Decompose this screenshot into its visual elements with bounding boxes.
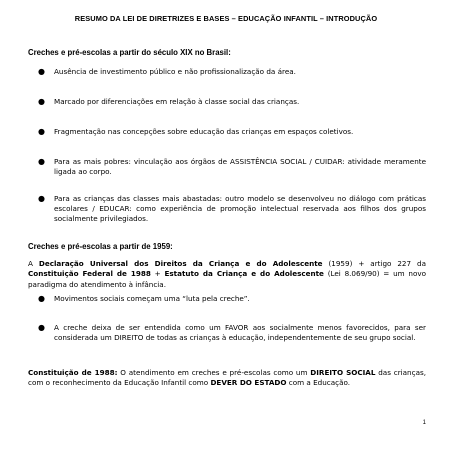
para-bold: Estatuto da Criança e do Adolescente xyxy=(164,269,324,279)
bullet-icon: ● xyxy=(38,157,45,166)
list-item-text: Marcado por diferenciações em relação à classe social das crianças. xyxy=(54,97,300,106)
bullet-icon: ● xyxy=(38,97,45,106)
list-item xyxy=(38,67,426,77)
para-text: (Lei 8.069/90) = um novo paradigma do atendimento à infância. xyxy=(28,269,426,289)
list-item-text: A creche deixa de ser entendida como um FAVOR aos socialmente menos favorecidos, para ser considerada um DIREITO de todas as crianças à educação, independentemente de seu grupo social. xyxy=(54,323,426,342)
bullet-icon: ● xyxy=(38,323,45,332)
list-item-text: Para as mais pobres: vinculação aos órgãos de ASSISTÊNCIA SOCIAL / CUIDAR: atividade meramente ligada ao corpo. xyxy=(54,157,426,176)
paragraph-paradigma xyxy=(28,259,426,290)
list-item xyxy=(38,323,426,343)
para-text: A xyxy=(28,259,39,268)
document-title: RESUMO DA LEI DE DIRETRIZES E BASES – EDUCAÇÃO INFANTIL – INTRODUÇÃO xyxy=(74,14,378,23)
bullet-icon: ● xyxy=(38,294,45,303)
list-item-text: Movimentos sociais começam uma “luta pela creche”. xyxy=(54,294,250,303)
bullet-icon: ● xyxy=(38,127,45,136)
section-heading-seculo-xix: Creches e pré-escolas a partir do século XIX no Brasil: xyxy=(28,48,231,57)
paragraph-constituicao xyxy=(28,368,426,389)
para-bold: Constituição de 1988: xyxy=(28,368,118,377)
para-text: (1959) + artigo 227 da xyxy=(322,259,426,268)
list-item-text: Ausência de investimento público e não profissionalização da área. xyxy=(54,67,296,76)
list-item xyxy=(38,194,426,224)
list-item-text: Fragmentação nas concepções sobre educação das crianças em espaços coletivos. xyxy=(54,127,354,136)
list-item xyxy=(38,127,426,137)
para-bold: DEVER DO ESTADO xyxy=(210,378,287,388)
list-item xyxy=(38,157,426,177)
bullet-icon: ● xyxy=(38,194,45,203)
para-bold: Declaração Universal dos Direitos da Criança e do Adolescente xyxy=(38,259,323,268)
bullet-icon: ● xyxy=(38,67,45,76)
para-bold: DIREITO SOCIAL xyxy=(310,368,376,377)
para-text: + xyxy=(150,269,165,279)
para-text: das crianças, com o reconhecimento da Educação Infantil como xyxy=(28,368,426,388)
para-text: com a Educação. xyxy=(286,378,351,388)
para-text: O atendimento em creches e pré-escolas como um xyxy=(117,368,311,377)
list-item-text: Para as crianças das classes mais abastadas: outro modelo se desenvolveu no diálogo com práticas escolares / EDUCAR: como experiência de promoção intelectual reservada aos filhos dos grupos socialmente privilegiados. xyxy=(54,194,426,223)
section-heading-1959: Creches e pré-escolas a partir de 1959: xyxy=(28,242,173,251)
list-item xyxy=(38,294,426,304)
page-number: 1 xyxy=(422,420,426,426)
list-item xyxy=(38,97,426,107)
para-bold: Constituição Federal de 1988 xyxy=(28,269,151,279)
